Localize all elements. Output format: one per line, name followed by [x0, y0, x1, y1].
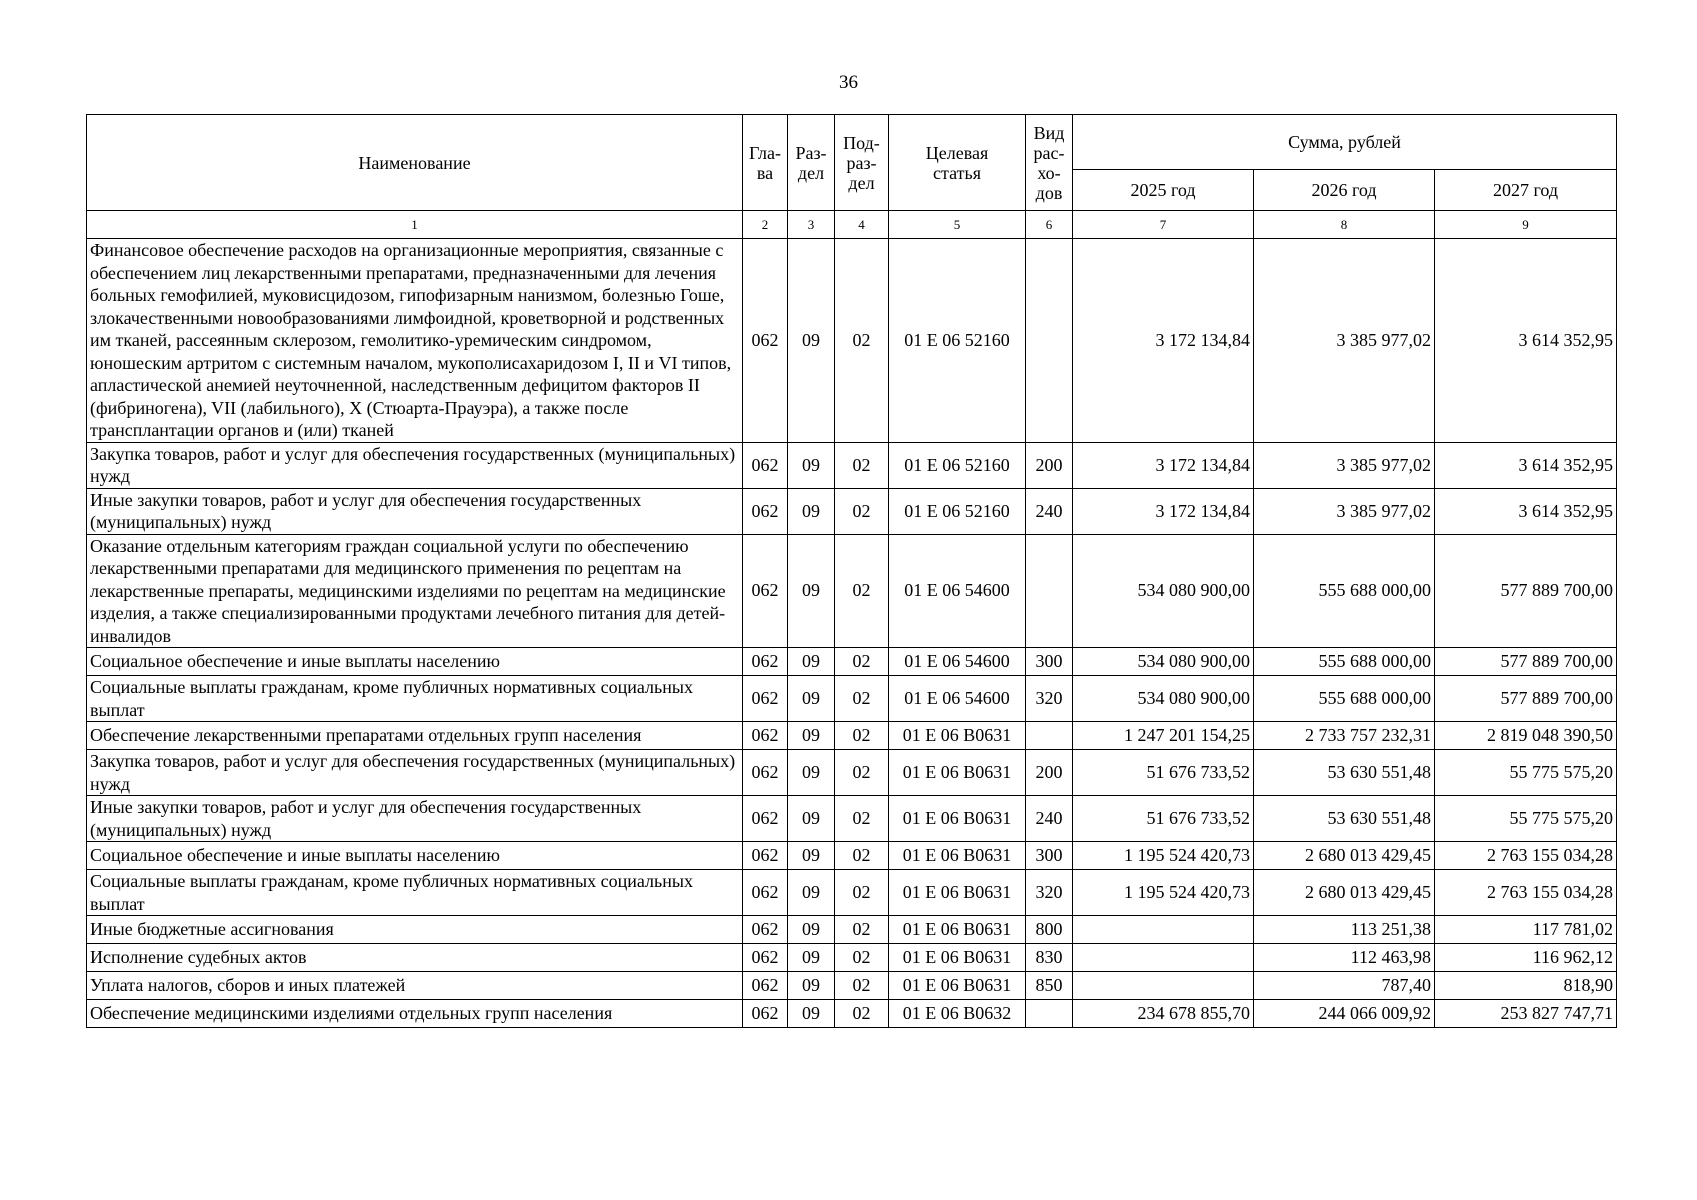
table-row [87, 722, 1617, 750]
row-vid-rashodov: 240 [1026, 488, 1073, 534]
row-amount-2025: 1 195 524 420,73 [1073, 870, 1254, 916]
table-body [87, 239, 1617, 1028]
row-celevaya-statya: 01 Е 06 52160 [889, 442, 1026, 488]
column-number: 4 [835, 211, 889, 239]
budget-table [86, 114, 1617, 1028]
row-amount-2027: 3 614 352,95 [1435, 239, 1617, 443]
row-amount-2025: 534 080 900,00 [1073, 648, 1254, 676]
row-vid-rashodov: 240 [1026, 796, 1073, 842]
header-name: Наименование [87, 115, 743, 211]
row-celevaya-statya: 01 Е 06 54600 [889, 534, 1026, 648]
row-amount-2026: 3 385 977,02 [1254, 488, 1435, 534]
row-amount-2027: 577 889 700,00 [1435, 534, 1617, 648]
column-number: 1 [87, 211, 743, 239]
row-razdel: 09 [788, 944, 835, 972]
row-amount-2025: 3 172 134,84 [1073, 442, 1254, 488]
row-name: Закупка товаров, работ и услуг для обеспечения государственных (муниципальных) нужд [87, 750, 743, 796]
row-podrazdel: 02 [835, 944, 889, 972]
row-razdel: 09 [788, 842, 835, 870]
row-glava: 062 [743, 676, 788, 722]
row-glava: 062 [743, 488, 788, 534]
header-celevaya: Целевая статья [889, 115, 1026, 211]
row-razdel: 09 [788, 722, 835, 750]
row-glava: 062 [743, 648, 788, 676]
row-razdel: 09 [788, 534, 835, 648]
row-name: Иные закупки товаров, работ и услуг для обеспечения государственных (муниципальных) нужд [87, 488, 743, 534]
row-razdel: 09 [788, 750, 835, 796]
row-vid-rashodov: 800 [1026, 916, 1073, 944]
row-vid-rashodov: 300 [1026, 648, 1073, 676]
table-row [87, 944, 1617, 972]
row-amount-2026: 555 688 000,00 [1254, 676, 1435, 722]
row-podrazdel: 02 [835, 676, 889, 722]
table-row [87, 676, 1617, 722]
row-vid-rashodov: 300 [1026, 842, 1073, 870]
row-amount-2025: 3 172 134,84 [1073, 488, 1254, 534]
header-year-2026: 2026 год [1254, 170, 1435, 211]
table-row [87, 648, 1617, 676]
table-row [87, 239, 1617, 443]
row-amount-2027: 577 889 700,00 [1435, 676, 1617, 722]
row-amount-2026: 3 385 977,02 [1254, 442, 1435, 488]
row-vid-rashodov [1026, 239, 1073, 443]
row-podrazdel: 02 [835, 972, 889, 1000]
row-celevaya-statya: 01 Е 06 В0631 [889, 750, 1026, 796]
row-amount-2027: 818,90 [1435, 972, 1617, 1000]
row-razdel: 09 [788, 1000, 835, 1028]
row-podrazdel: 02 [835, 648, 889, 676]
row-amount-2025: 534 080 900,00 [1073, 676, 1254, 722]
row-glava: 062 [743, 534, 788, 648]
row-amount-2027: 253 827 747,71 [1435, 1000, 1617, 1028]
row-vid-rashodov [1026, 534, 1073, 648]
row-name: Иные бюджетные ассигнования [87, 916, 743, 944]
row-razdel: 09 [788, 796, 835, 842]
column-number: 5 [889, 211, 1026, 239]
row-razdel: 09 [788, 676, 835, 722]
row-amount-2026: 3 385 977,02 [1254, 239, 1435, 443]
table-row [87, 534, 1617, 648]
column-numbers-row [87, 211, 1617, 239]
row-name: Обеспечение медицинскими изделиями отдельных групп населения [87, 1000, 743, 1028]
table-row [87, 1000, 1617, 1028]
row-name: Исполнение судебных актов [87, 944, 743, 972]
row-amount-2026: 555 688 000,00 [1254, 648, 1435, 676]
row-amount-2027: 3 614 352,95 [1435, 442, 1617, 488]
row-glava: 062 [743, 722, 788, 750]
table-row [87, 842, 1617, 870]
row-glava: 062 [743, 842, 788, 870]
header-year-2025: 2025 год [1073, 170, 1254, 211]
row-podrazdel: 02 [835, 442, 889, 488]
column-number: 8 [1254, 211, 1435, 239]
row-amount-2025: 534 080 900,00 [1073, 534, 1254, 648]
row-glava: 062 [743, 944, 788, 972]
header-podrazdel: Под- раз- дел [835, 115, 889, 211]
row-name: Оказание отдельным категориям граждан социальной услуги по обеспечению лекарственными препаратами для медицинского применения по рецептам на лекарственные препараты, медицинскими изделиями по рецептам на медицинские изделия, а также специализированными продуктами лечебного питания для детей-инвалидов [87, 534, 743, 648]
row-vid-rashodov: 320 [1026, 676, 1073, 722]
row-amount-2027: 117 781,02 [1435, 916, 1617, 944]
row-name: Закупка товаров, работ и услуг для обеспечения государственных (муниципальных) нужд [87, 442, 743, 488]
column-number: 7 [1073, 211, 1254, 239]
row-amount-2026: 2 680 013 429,45 [1254, 870, 1435, 916]
row-amount-2027: 3 614 352,95 [1435, 488, 1617, 534]
row-celevaya-statya: 01 Е 06 52160 [889, 488, 1026, 534]
row-razdel: 09 [788, 916, 835, 944]
row-amount-2025: 3 172 134,84 [1073, 239, 1254, 443]
table-row [87, 442, 1617, 488]
row-razdel: 09 [788, 972, 835, 1000]
row-amount-2026: 555 688 000,00 [1254, 534, 1435, 648]
row-razdel: 09 [788, 870, 835, 916]
row-razdel: 09 [788, 488, 835, 534]
row-name: Социальные выплаты гражданам, кроме публичных нормативных социальных выплат [87, 870, 743, 916]
header-year-2027: 2027 год [1435, 170, 1617, 211]
row-amount-2025: 51 676 733,52 [1073, 750, 1254, 796]
row-name: Иные закупки товаров, работ и услуг для обеспечения государственных (муниципальных) нужд [87, 796, 743, 842]
row-podrazdel: 02 [835, 534, 889, 648]
row-vid-rashodov: 200 [1026, 442, 1073, 488]
row-amount-2026: 53 630 551,48 [1254, 750, 1435, 796]
table-row [87, 796, 1617, 842]
row-name: Социальное обеспечение и иные выплаты населению [87, 842, 743, 870]
page-number: 36 [839, 72, 858, 93]
row-podrazdel: 02 [835, 1000, 889, 1028]
row-podrazdel: 02 [835, 870, 889, 916]
row-amount-2026: 112 463,98 [1254, 944, 1435, 972]
table-row [87, 488, 1617, 534]
row-razdel: 09 [788, 239, 835, 443]
column-number: 9 [1435, 211, 1617, 239]
row-amount-2025: 234 678 855,70 [1073, 1000, 1254, 1028]
header-glava: Гла- ва [743, 115, 788, 211]
row-amount-2025 [1073, 972, 1254, 1000]
header-razdel: Раз- дел [788, 115, 835, 211]
row-amount-2025: 1 247 201 154,25 [1073, 722, 1254, 750]
row-vid-rashodov: 850 [1026, 972, 1073, 1000]
row-celevaya-statya: 01 Е 06 54600 [889, 676, 1026, 722]
row-amount-2026: 2 733 757 232,31 [1254, 722, 1435, 750]
row-celevaya-statya: 01 Е 06 В0631 [889, 916, 1026, 944]
row-celevaya-statya: 01 Е 06 54600 [889, 648, 1026, 676]
row-glava: 062 [743, 916, 788, 944]
row-amount-2027: 2 763 155 034,28 [1435, 842, 1617, 870]
row-podrazdel: 02 [835, 916, 889, 944]
row-amount-2025: 1 195 524 420,73 [1073, 842, 1254, 870]
row-amount-2025 [1073, 916, 1254, 944]
column-number: 6 [1026, 211, 1073, 239]
row-amount-2025: 51 676 733,52 [1073, 796, 1254, 842]
row-amount-2025 [1073, 944, 1254, 972]
row-celevaya-statya: 01 Е 06 В0631 [889, 870, 1026, 916]
row-name: Социальное обеспечение и иные выплаты населению [87, 648, 743, 676]
row-vid-rashodov [1026, 1000, 1073, 1028]
row-razdel: 09 [788, 648, 835, 676]
row-glava: 062 [743, 442, 788, 488]
row-celevaya-statya: 01 Е 06 52160 [889, 239, 1026, 443]
row-amount-2026: 53 630 551,48 [1254, 796, 1435, 842]
row-podrazdel: 02 [835, 750, 889, 796]
row-name: Обеспечение лекарственными препаратами отдельных групп населения [87, 722, 743, 750]
row-name: Социальные выплаты гражданам, кроме публичных нормативных социальных выплат [87, 676, 743, 722]
row-podrazdel: 02 [835, 488, 889, 534]
row-name: Уплата налогов, сборов и иных платежей [87, 972, 743, 1000]
row-amount-2027: 577 889 700,00 [1435, 648, 1617, 676]
row-glava: 062 [743, 1000, 788, 1028]
table-row [87, 916, 1617, 944]
row-celevaya-statya: 01 Е 06 В0631 [889, 796, 1026, 842]
row-glava: 062 [743, 750, 788, 796]
row-celevaya-statya: 01 Е 06 В0631 [889, 722, 1026, 750]
row-amount-2027: 116 962,12 [1435, 944, 1617, 972]
column-number: 2 [743, 211, 788, 239]
row-podrazdel: 02 [835, 842, 889, 870]
header-vid: Вид рас- хо- дов [1026, 115, 1073, 211]
table-row [87, 750, 1617, 796]
header-summa: Сумма, рублей [1073, 115, 1617, 170]
row-razdel: 09 [788, 442, 835, 488]
row-glava: 062 [743, 972, 788, 1000]
row-podrazdel: 02 [835, 239, 889, 443]
row-celevaya-statya: 01 Е 06 В0631 [889, 972, 1026, 1000]
row-amount-2026: 2 680 013 429,45 [1254, 842, 1435, 870]
row-amount-2027: 2 819 048 390,50 [1435, 722, 1617, 750]
row-podrazdel: 02 [835, 796, 889, 842]
row-vid-rashodov: 320 [1026, 870, 1073, 916]
table-row [87, 972, 1617, 1000]
row-glava: 062 [743, 239, 788, 443]
row-amount-2027: 55 775 575,20 [1435, 750, 1617, 796]
row-amount-2027: 55 775 575,20 [1435, 796, 1617, 842]
row-podrazdel: 02 [835, 722, 889, 750]
row-amount-2026: 787,40 [1254, 972, 1435, 1000]
row-amount-2026: 244 066 009,92 [1254, 1000, 1435, 1028]
row-celevaya-statya: 01 Е 06 В0631 [889, 944, 1026, 972]
row-amount-2026: 113 251,38 [1254, 916, 1435, 944]
row-glava: 062 [743, 870, 788, 916]
column-number: 3 [788, 211, 835, 239]
row-amount-2027: 2 763 155 034,28 [1435, 870, 1617, 916]
row-name: Финансовое обеспечение расходов на организационные мероприятия, связанные с обеспечением лиц лекарственными препаратами, предназначенными для лечения больных гемофилией, муковисцидозом, гипофизарным нанизмом, болезнью Гоше, злокачественными новообразованиями лимфоидной, кроветворной и родственных им тканей, рассеянным склерозом, гемолитико-уремическим синдромом, юношеским артритом с системным началом, мукополисахаридозом I, II и VI типов, апластической анемией неуточненной, наследственным дефицитом факторов II (фибриногена), VII (лабильного), X (Стюарта-Прауэра), а также после трансплантации органов и (или) тканей [87, 239, 743, 443]
row-celevaya-statya: 01 Е 06 В0631 [889, 842, 1026, 870]
row-glava: 062 [743, 796, 788, 842]
table-row [87, 870, 1617, 916]
row-vid-rashodov: 830 [1026, 944, 1073, 972]
row-vid-rashodov [1026, 722, 1073, 750]
row-celevaya-statya: 01 Е 06 В0632 [889, 1000, 1026, 1028]
row-vid-rashodov: 200 [1026, 750, 1073, 796]
